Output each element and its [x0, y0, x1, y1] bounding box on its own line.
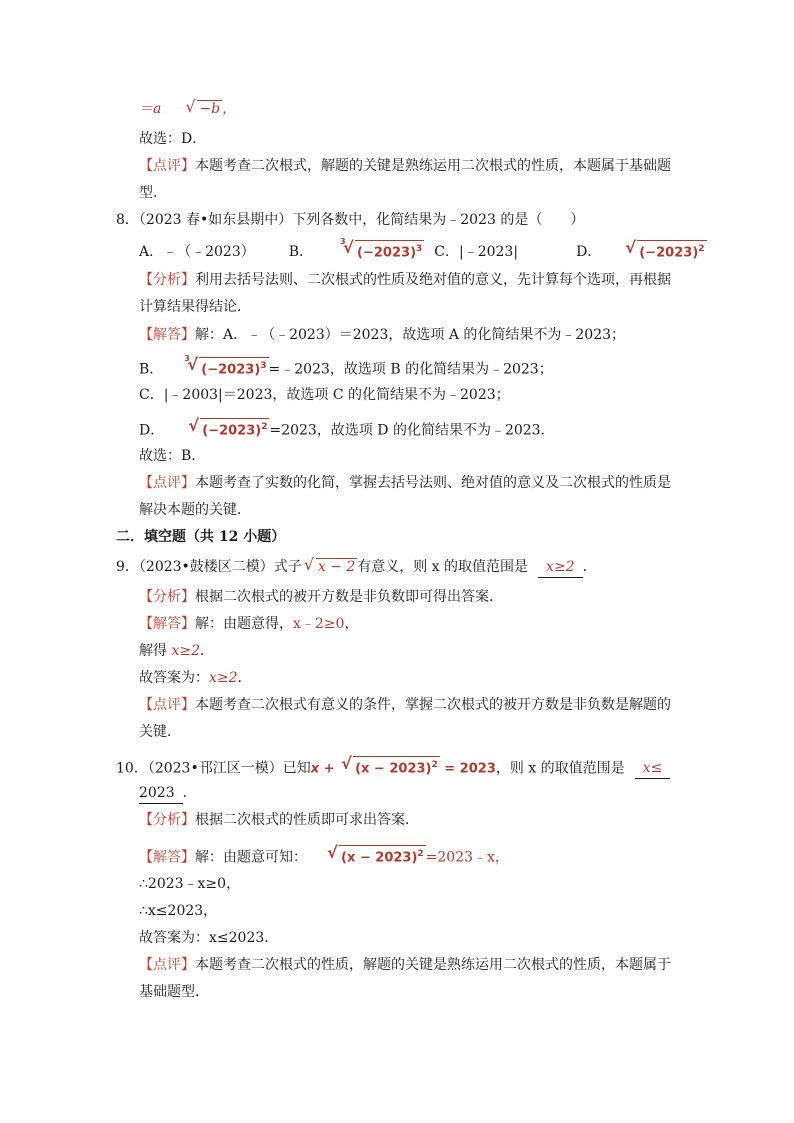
q8-analysis-line2: 计算结果得结论．: [139, 299, 251, 315]
q8-solution-d: D．√ $(-2023)^2 =2023$，故选项 D 的化简结果不为﹣2023．: [139, 418, 555, 441]
q8-solution-a: 【解答】解：A．﹣（﹣2023）＝2023，故选项 A 的化简结果不为﹣2023；: [139, 327, 626, 343]
q8-option-b-label: B．: [288, 244, 314, 261]
q8-option-c: C．|﹣2023|: [434, 244, 519, 261]
q9-answer: 故答案为：x≥2．: [139, 670, 252, 686]
q8-analysis-line1: 【分析】利用去括号法则、二次根式的性质及绝对值的意义，先计算每个选项，再根据: [139, 272, 671, 288]
q9-solution-line1: 【解答】解：由题意得，x﹣2≥0，: [139, 616, 359, 632]
q10-sqrt: √ $(x - 2023)^2$: [341, 756, 440, 779]
q10-comment-line1: 【点评】本题考查二次根式的性质，解题的关键是熟练运用二次根式的性质，本题属于: [139, 957, 671, 973]
q8-comment-line1: 【点评】本题考查了实数的化简，掌握去括号法则、绝对值的意义及二次根式的性质是: [139, 475, 671, 491]
section-title: 二．填空题（共 12 小题）: [116, 529, 286, 545]
q10-comment-line2: 基础题型．: [139, 984, 209, 1000]
q8-comment-line2: 解决本题的关键．: [139, 502, 251, 518]
q8-option-d-sqrt: √ $(-2023)^2$: [625, 240, 706, 263]
q7-comment-line2: 型．: [139, 185, 167, 201]
q9-answer-blank: x≥2: [538, 557, 583, 578]
q8-option-d-label: D．: [576, 244, 602, 261]
q9-comment-line1: 【点评】本题考查二次根式有意义的条件，掌握二次根式的被开方数是非负数是解题的: [139, 697, 671, 713]
q8-option-a: A．﹣（﹣2023）: [139, 244, 255, 261]
q9-sqrt: √ x − 2: [304, 557, 357, 577]
q9-stem: 9．（2023•鼓楼区二模）式子√ x − 2 有意义，则 x 的取值范围是 x≥2 ．: [116, 557, 597, 578]
q8-solution-c: C．|﹣2003|＝2023，故选项 C 的化简结果不为﹣2023；: [139, 387, 510, 403]
q7-choice: 故选：D．: [139, 131, 207, 147]
q8-option-b-cbrt: √ 3 $(-2023)^3$: [343, 240, 424, 263]
sqrt-expression: √ −b: [185, 99, 222, 119]
q9-comment-line2: 关键．: [139, 724, 181, 740]
q10-step2: ∴x≤2023，: [139, 903, 218, 919]
q8-choice: 故选：B．: [139, 448, 206, 464]
q9-analysis: 【分析】根据二次根式的被开方数是非负数即可得出答案．: [139, 589, 503, 605]
q7-result-line: ＝a√ −b ，: [139, 99, 236, 119]
q10-analysis: 【分析】根据二次根式的性质即可求出答案．: [139, 812, 419, 828]
q10-stem: 10．（2023•邗江区一模）已知x + √ $(x - 2023)^2 = 2023$，则 x 的取值范围是 x≤: [116, 756, 670, 779]
q10-stem-line2: 2023 ．: [139, 783, 197, 804]
q10-step1: ∴2023﹣x≥0，: [139, 876, 241, 892]
q10-answer-blank-part1: x≤: [635, 758, 671, 779]
q9-solution-line2: 解得 x≥2．: [139, 643, 214, 659]
q8-solution-b: B． √ 3 $(-2023)^3$ =﹣2023，故选项 B 的化简结果为﹣2023；: [139, 357, 553, 380]
q8-stem: 8．（2023 春•如东县期中）下列各数中，化简结果为﹣2023 的是（ ）: [116, 212, 585, 228]
q10-answer-blank-part2: 2023: [139, 783, 183, 804]
q10-solution-line1: 【解答】解：由题意可知：√ $(x - 2023)^2$ =2023﹣x，: [139, 845, 509, 868]
q8-options: [139, 237, 707, 263]
q10-answer: 故答案为：x≤2023．: [139, 930, 279, 946]
q7-comment-line1: 【点评】本题考查二次根式，解题的关键是熟练运用二次根式的性质，本题属于基础题: [139, 158, 671, 174]
